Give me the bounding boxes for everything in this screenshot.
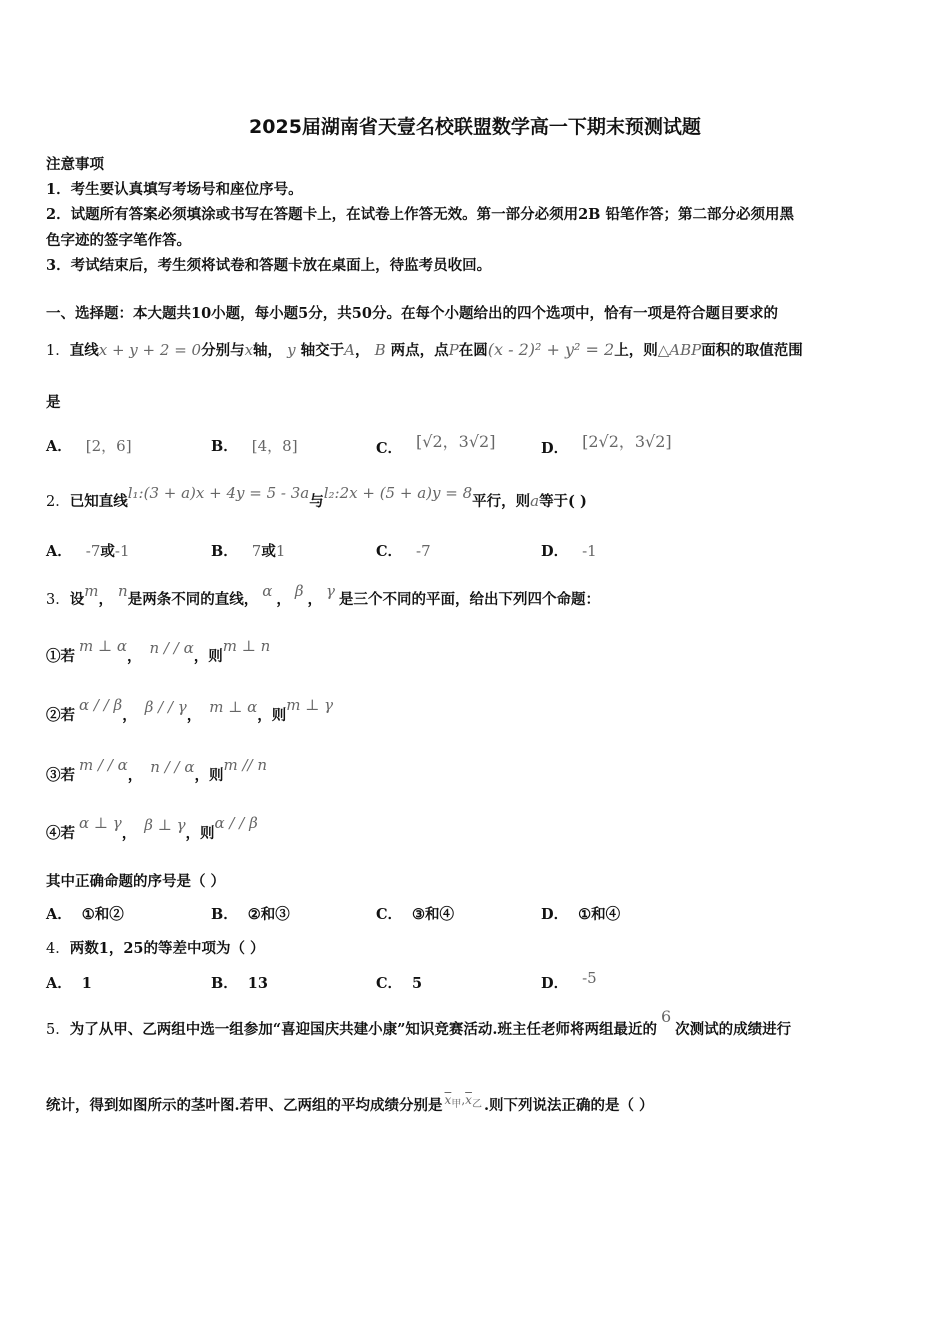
question-1-cont: 是: [46, 394, 61, 411]
math-cond: β ⊥ γ: [144, 816, 186, 834]
option-value: 7: [251, 542, 262, 560]
math-point-a: A: [344, 341, 355, 359]
text: 直线: [69, 342, 99, 359]
option-value2: -1: [114, 542, 130, 560]
prop-mark: ③若: [46, 767, 75, 784]
question-2: [46, 484, 587, 511]
text: 为了从甲、乙两组中选一组参加“喜迎国庆共建小康”知识竞赛活动.班主任老师将两组最近的: [69, 1021, 657, 1038]
option-label: A．: [46, 975, 72, 992]
math-cond: m ⊥ α: [79, 637, 127, 655]
math-x-bar-b: $\overline{x}$: [465, 1093, 472, 1107]
option-value: [2√2，3√2]: [582, 432, 672, 451]
option-label: B．: [211, 438, 238, 455]
question-number: 2．: [46, 494, 70, 510]
question-4: [46, 937, 265, 958]
option-value: -1: [582, 542, 597, 560]
math-six: 6: [660, 1007, 672, 1026]
text: ，: [355, 342, 370, 359]
option-value: ①和②: [81, 906, 124, 923]
math-n: n: [118, 582, 128, 600]
math-cond: n / / α: [150, 758, 195, 776]
q4-option-a[interactable]: [46, 972, 92, 993]
math-sep: ,: [461, 1093, 466, 1107]
proposition-4: ④若α ⊥ γ， β ⊥ γ，则α / / β: [46, 814, 258, 842]
notice-heading: 注意事项: [46, 156, 104, 173]
q2-option-c[interactable]: [376, 540, 431, 561]
math-cond: m / / α: [79, 756, 128, 774]
math-result: α / / β: [214, 814, 258, 832]
math-line-equation: x + y + 2 = 0: [98, 341, 202, 359]
prop-mark: ①若: [46, 648, 75, 665]
option-value: -5: [582, 969, 597, 987]
math-triangle: △ABP: [657, 341, 702, 359]
math-sub-a: 甲: [451, 1099, 462, 1110]
math-alpha: α: [262, 582, 273, 600]
option-label: D．: [541, 440, 569, 457]
option-value: -7: [416, 542, 431, 560]
text: 两点，点: [390, 342, 449, 359]
text: 上，则: [614, 342, 658, 359]
text: 平行，则: [472, 493, 531, 510]
text: .则下列说法正确的是（ ）: [483, 1097, 654, 1114]
q1-option-a[interactable]: [46, 435, 132, 456]
prop-mark: ②若: [46, 707, 75, 724]
text: ，则: [257, 707, 287, 724]
q3-option-b[interactable]: [211, 903, 290, 924]
prop-mark: ④若: [46, 825, 75, 842]
math-point-b: B: [374, 341, 386, 359]
math-result: m // n: [223, 756, 267, 774]
math-cond: n / / α: [149, 639, 194, 657]
math-beta: β: [294, 582, 304, 600]
q4-option-b[interactable]: [211, 972, 268, 993]
q3-option-d[interactable]: [541, 903, 620, 924]
text: ，: [307, 591, 323, 608]
math-cond: m ⊥ α: [209, 698, 258, 716]
option-label: B．: [211, 543, 238, 560]
q2-option-b[interactable]: [211, 540, 285, 561]
question-number: 5．: [46, 1022, 70, 1038]
text: 统计，得到如图所示的茎叶图.若甲、乙两组的平均成绩分别是: [46, 1097, 443, 1114]
option-or: 或: [100, 543, 115, 560]
math-cond: β / / γ: [144, 698, 187, 716]
option-value: ③和④: [412, 906, 455, 923]
option-label: D．: [541, 543, 569, 560]
text: 分别与: [201, 342, 245, 359]
proposition-1: ①若m ⊥ α， n / / α，则m ⊥ n: [46, 637, 271, 665]
page-title: 2025届湖南省天壹名校联盟数学高一下期末预测试题: [249, 116, 701, 138]
math-cond: α / / β: [79, 696, 123, 714]
question-number: 3．: [46, 592, 70, 608]
math-a: a: [530, 492, 540, 510]
option-value: [4，8]: [251, 437, 298, 455]
math-sub-b: 乙: [471, 1099, 482, 1110]
math-y: y: [287, 341, 296, 359]
option-label: A．: [46, 438, 72, 455]
option-or: 或: [261, 543, 276, 560]
math-x-bar-a: $\overline{x}$: [444, 1093, 452, 1107]
text: 设: [69, 591, 85, 608]
text: 在圆: [458, 342, 488, 359]
option-label: D．: [541, 906, 569, 923]
math-m: m: [84, 582, 99, 600]
option-value: 5: [412, 975, 423, 992]
option-value: 1: [81, 975, 92, 992]
option-value2: 1: [275, 542, 286, 560]
option-label: D．: [541, 975, 569, 992]
option-value: ②和③: [247, 906, 290, 923]
proposition-2: ②若α / / β， β / / γ， m ⊥ α，则m ⊥ γ: [46, 696, 334, 724]
text: 等于( ): [539, 493, 587, 510]
q3-option-a[interactable]: [46, 903, 124, 924]
question-3-ask: 其中正确命题的序号是（ ）: [46, 873, 226, 890]
text: ，则: [193, 648, 223, 665]
math-line-l2: l₂:2x + (5 + a)y = 8: [323, 484, 473, 502]
math-line-l1: l₁:(3 + a)x + 4y = 5 - 3a: [127, 484, 310, 502]
proposition-3: ③若m / / α， n / / α，则m // n: [46, 756, 267, 784]
q4-option-c[interactable]: [376, 972, 422, 993]
question-5: [46, 1007, 792, 1039]
option-value: -7: [85, 542, 101, 560]
math-cond: α ⊥ γ: [79, 814, 122, 832]
question-3: [46, 582, 600, 609]
q2-option-a[interactable]: [46, 540, 130, 561]
math-gamma: γ: [326, 582, 335, 600]
option-value: [2，6]: [85, 437, 132, 455]
question-5-cont: [46, 1094, 654, 1116]
option-label: A．: [46, 906, 72, 923]
text: 面积的取值范围: [701, 342, 803, 359]
text: 是三个不同的平面，给出下列四个命题：: [338, 591, 600, 608]
math-result: m ⊥ γ: [286, 696, 334, 714]
math-x: x: [244, 341, 254, 359]
notice-item: 2．试题所有答案必须填涂或书写在答题卡上，在试卷上作答无效。第一部分必须用2B 铅笔作答；第二部分必须用黑: [46, 206, 794, 223]
q1-option-c[interactable]: [376, 429, 496, 457]
q4-option-d[interactable]: [541, 967, 597, 992]
text: 已知直线: [69, 493, 128, 510]
q1-option-d[interactable]: [541, 429, 672, 457]
notice-item: 1．考生要认真填写考场号和座位序号。: [46, 181, 303, 198]
math-point-p: P: [448, 341, 459, 359]
text: ，则: [194, 767, 224, 784]
question-1: [46, 339, 803, 360]
option-label: C．: [376, 543, 403, 560]
q2-option-d[interactable]: [541, 540, 597, 561]
q1-option-b[interactable]: [211, 435, 298, 456]
q3-option-c[interactable]: [376, 903, 454, 924]
question-text: 两数1，25的等差中项为（ ）: [69, 940, 265, 957]
option-label: A．: [46, 543, 72, 560]
text: ，: [276, 591, 291, 608]
option-label: C．: [376, 906, 403, 923]
math-circle-equation: (x - 2)² + y² = 2: [487, 340, 615, 359]
text: ，: [98, 591, 113, 608]
section-heading: 一、选择题：本大题共10小题，每小题5分，共50分。在每个小题给出的四个选项中，恰有一项是符合题目要求的: [46, 305, 778, 322]
notice-item: 3．考试结束后，考生须将试卷和答题卡放在桌面上，待监考员收回。: [46, 257, 492, 274]
text: 轴，: [253, 342, 283, 359]
option-value: [√2，3√2]: [416, 432, 496, 451]
math-means: [445, 1092, 482, 1108]
option-label: B．: [211, 906, 238, 923]
option-value: ①和④: [578, 906, 621, 923]
text: 轴交于: [300, 342, 345, 359]
question-number: 1．: [46, 343, 70, 359]
text: ，则: [185, 825, 215, 842]
text: 次测试的成绩进行: [675, 1021, 792, 1038]
text: 与: [309, 493, 324, 510]
option-label: C．: [376, 975, 403, 992]
option-value: 13: [247, 975, 268, 992]
notice-item: 色字迹的签字笔作答。: [46, 232, 191, 249]
text: 是两条不同的直线，: [127, 591, 259, 608]
option-label: B．: [211, 975, 238, 992]
question-number: 4．: [46, 941, 70, 957]
math-result: m ⊥ n: [222, 637, 271, 655]
option-label: C．: [376, 440, 403, 457]
